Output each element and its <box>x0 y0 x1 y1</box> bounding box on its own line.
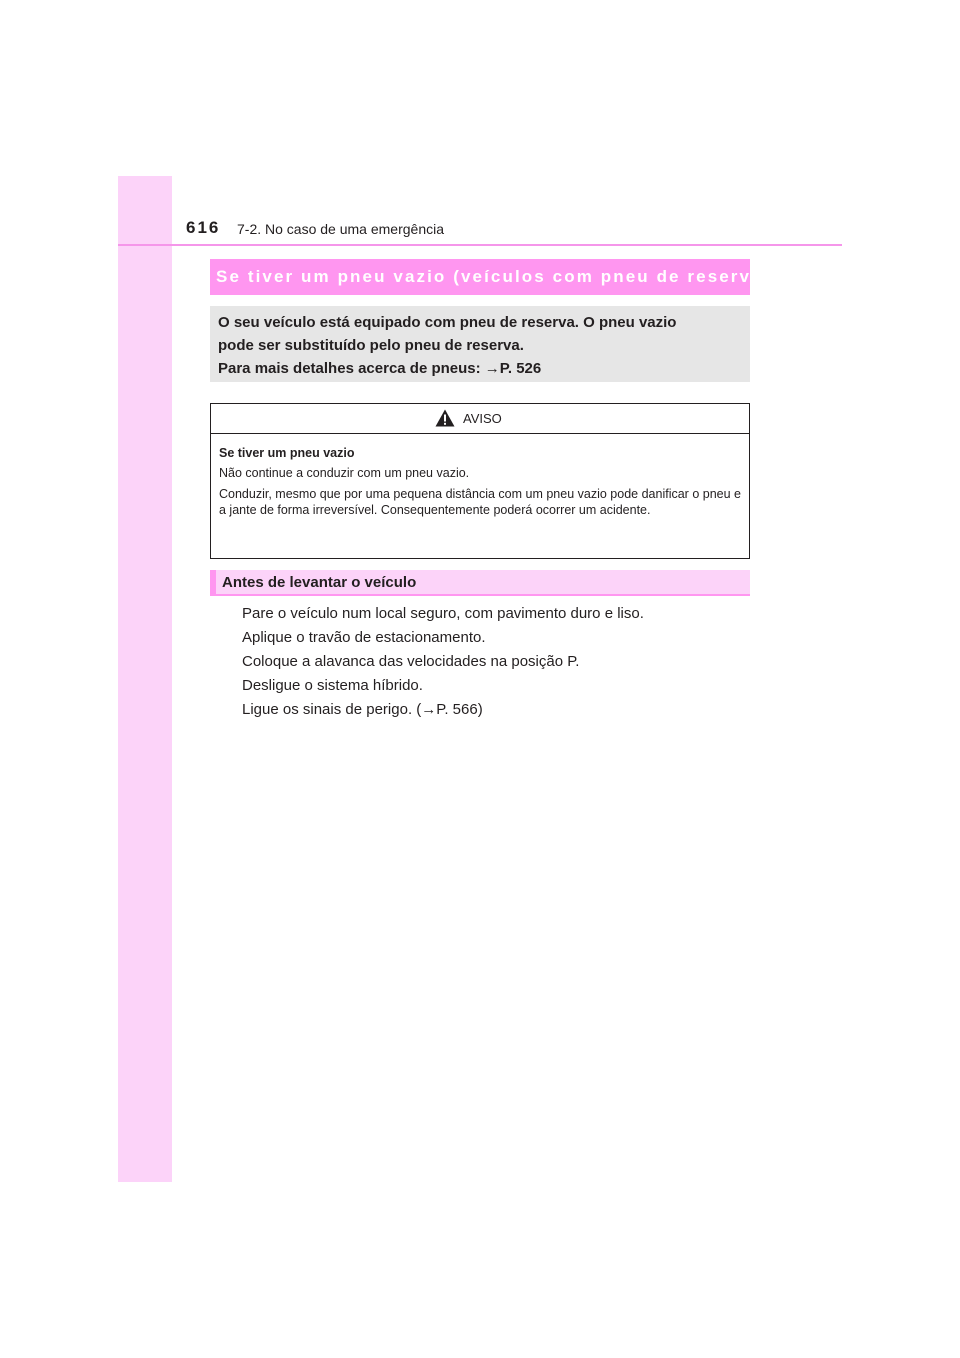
chapter-title: 7-2. No caso de uma emergência <box>237 221 444 237</box>
subsection-title-bar <box>210 570 750 596</box>
steps-list <box>242 602 644 722</box>
warning-box <box>210 403 750 559</box>
header-rule <box>118 244 842 246</box>
subsection-title: Antes de levantar o veículo <box>222 573 417 591</box>
side-tab-strip <box>118 176 172 1182</box>
warning-body <box>211 434 749 518</box>
list-item: Aplique o travão de estacionamento. <box>242 629 486 646</box>
intro-line: O seu veículo está equipado com pneu de reserva. O pneu vazio <box>218 314 677 331</box>
list-item: Ligue os sinais de perigo. (→P. 566) <box>242 701 483 718</box>
list-item: Desligue o sistema híbrido. <box>242 677 423 694</box>
list-item: Pare o veículo num local seguro, com pavimento duro e liso. <box>242 605 644 622</box>
warning-label: AVISO <box>463 411 502 426</box>
intro-line: Para mais detalhes acerca de pneus: →P. 526 <box>218 360 542 377</box>
warning-subtitle: Se tiver um pneu vazio <box>219 446 355 460</box>
warning-paragraph: Conduzir, mesmo que por uma pequena distância com um pneu vazio pode danificar o pneu e a jante de forma irreversível. Consequentemente poderá ocorrer um acidente. <box>219 487 741 517</box>
warning-header <box>211 404 749 434</box>
page-number: 616 <box>186 218 221 237</box>
section-title: Se tiver um pneu vazio (veículos com pneu de reserva) <box>216 267 771 286</box>
intro-box <box>210 306 750 382</box>
section-title-bar <box>210 259 771 295</box>
intro-line: pode ser substituído pelo pneu de reserva. <box>218 337 524 354</box>
list-item: Coloque a alavanca das velocidades na posição P. <box>242 653 580 670</box>
warning-triangle-icon <box>435 409 455 427</box>
warning-paragraph: Não continue a conduzir com um pneu vazio. <box>219 466 470 480</box>
